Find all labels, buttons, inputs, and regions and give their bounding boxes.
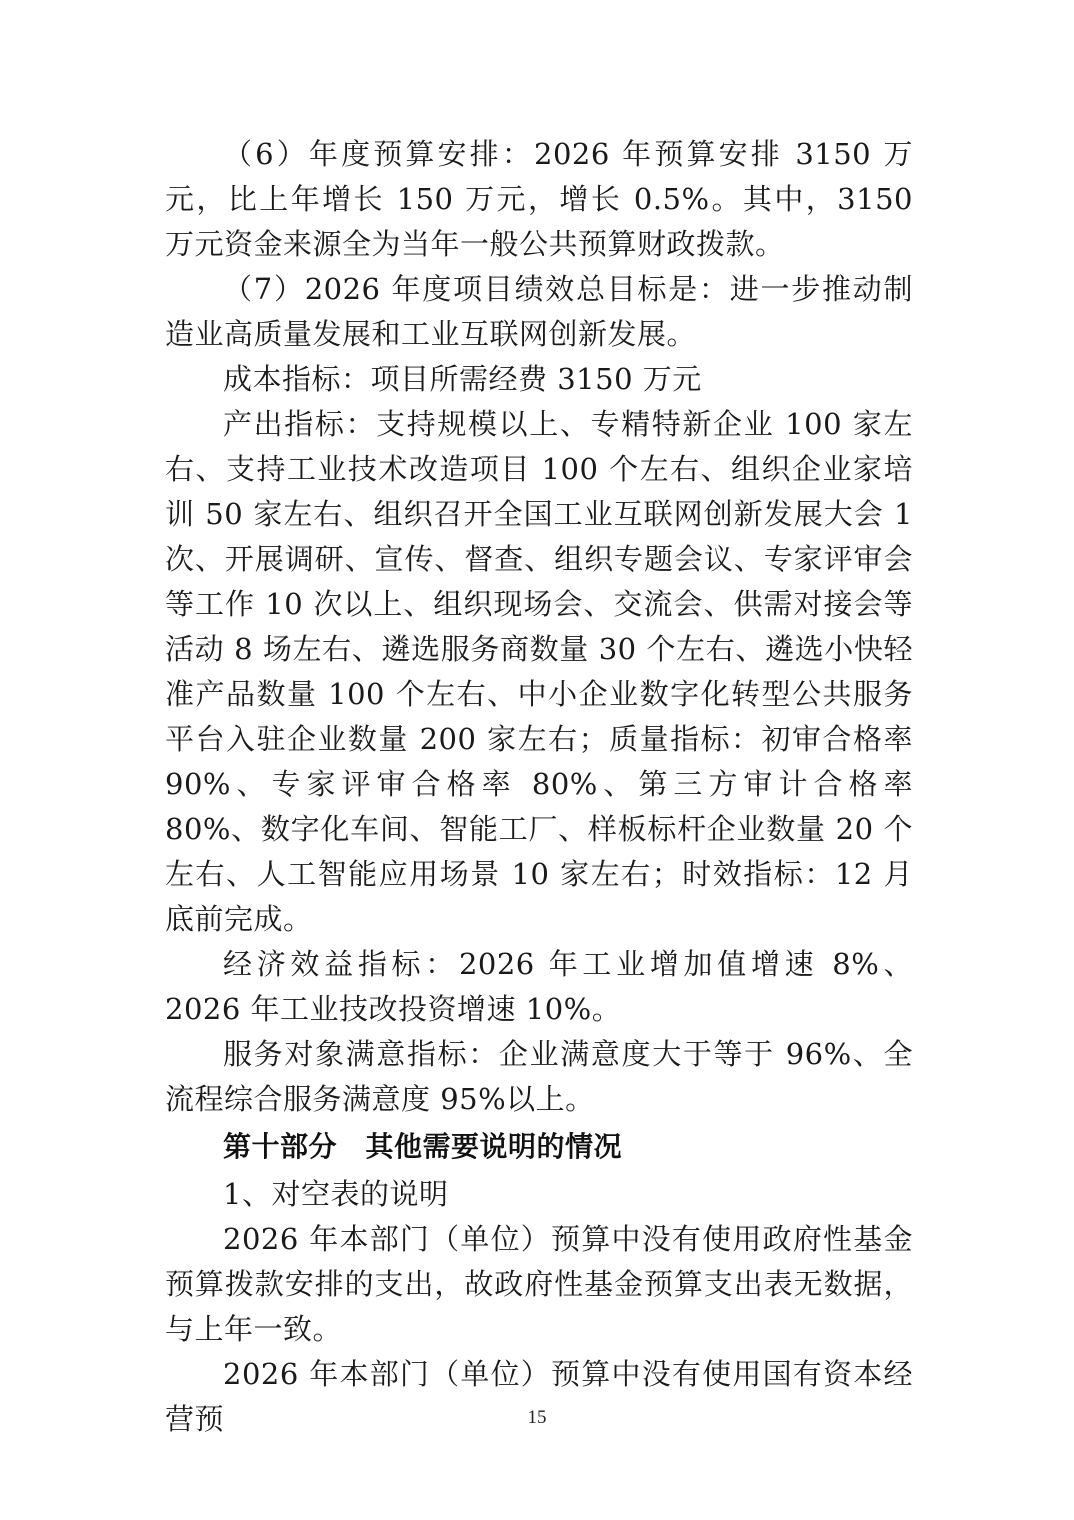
paragraph-government-fund: 2026 年本部门（单位）预算中没有使用政府性基金预算拨款安排的支出，故政府性基金预算支出表无数据，与上年一致。 xyxy=(165,1222,913,1346)
paragraph-empty-table-title: 1、对空表的说明 xyxy=(223,1177,449,1211)
paragraph-budget-arrangement: （6）年度预算安排：2026 年预算安排 3150 万元，比上年增长 150 万元，增长 0.5%。其中，3150 万元资金来源全为当年一般公共预算财政拨款。 xyxy=(165,137,913,261)
paragraph-satisfaction-indicator: 服务对象满意指标：企业满意度大于等于 96%、全流程综合服务满意度 95%以上。 xyxy=(165,1037,913,1116)
section-heading: 第十部分 其他需要说明的情况 xyxy=(223,1130,623,1163)
paragraph-economic-indicator: 经济效益指标：2026 年工业增加值增速 8%、2026 年工业技改投资增速 10%。 xyxy=(165,947,913,1026)
document-body xyxy=(165,132,913,1442)
paragraph-performance-goal: （7）2026 年度项目绩效总目标是：进一步推动制造业高质量发展和工业互联网创新发展。 xyxy=(165,272,913,351)
paragraph-state-capital: 2026 年本部门（单位）预算中没有使用国有资本经营预 xyxy=(165,1357,913,1436)
paragraph-cost-indicator: 成本指标：项目所需经费 3150 万元 xyxy=(223,362,702,396)
page-number: 15 xyxy=(527,1407,547,1428)
paragraph-output-indicator: 产出指标：支持规模以上、专精特新企业 100 家左右、支持工业技术改造项目 100 个左右、组织企业家培训 50 家左右、组织召开全国工业互联网创新发展大会 1 次、开展调研、宣传、督查、组织专题会议、专家评审会等工作 10 次以上、组织现场会、交流会、供需对接会等活动 8 场左右、遴选服务商数量 30 个左右、遴选小快轻准产品数量 100 个左右、中小企业数字化转型公共服务平台入驻企业数量 200 家左右；质量指标：初审合格率 90%、专家评审合格率 80%、第三方审计合格率 80%、数字化车间、智能工厂、样板标杆企业数量 20 个左右、人工智能应用场景 10 家左右；时效指标：12 月底前完成。 xyxy=(165,407,913,936)
